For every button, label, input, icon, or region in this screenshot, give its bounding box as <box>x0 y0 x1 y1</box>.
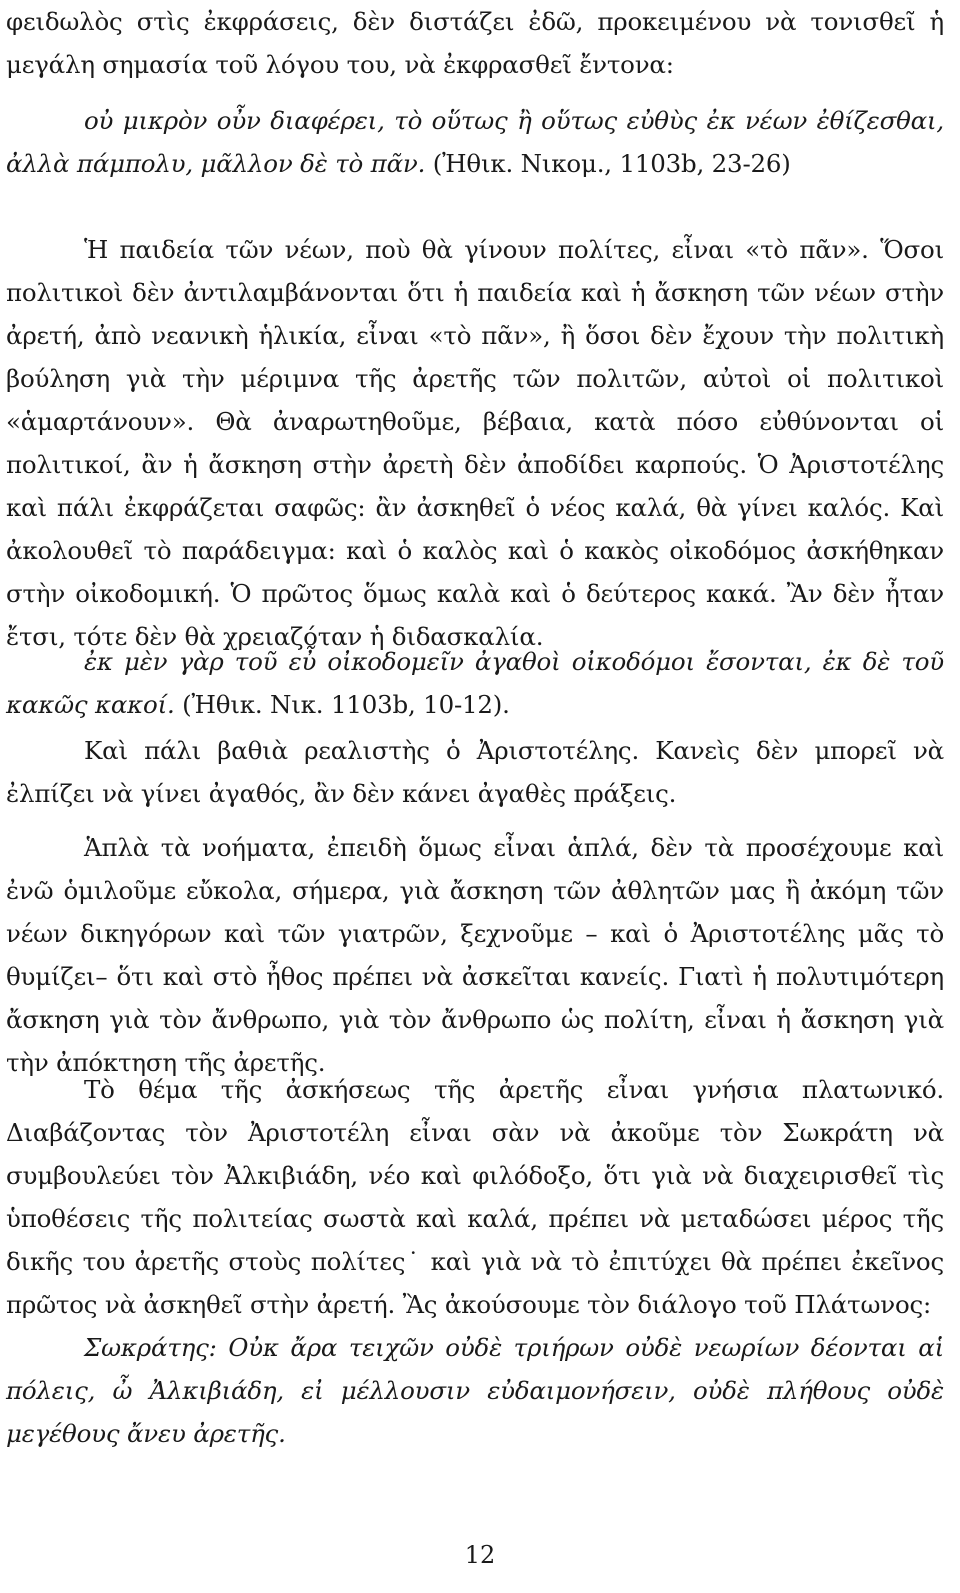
quote-2 <box>6 640 944 726</box>
paragraph-block-4 <box>6 826 944 1084</box>
paragraph-3: Καὶ πάλι βαθιὰ ρεαλιστὴς ὁ Ἀριστοτέλης. Κανεὶς δὲν μπορεῖ νὰ ἐλπίζει νὰ γίνει ἀγαθός, ἂν δὲν κάνει ἀγαθὲς πράξεις. <box>6 736 944 808</box>
quote-block-3 <box>6 1326 944 1455</box>
paragraph-block-3 <box>6 729 944 815</box>
quote-2-reference: (Ἠθικ. Νικ. 1103b, 10-12). <box>174 690 510 719</box>
paragraph-block-5 <box>6 1068 944 1326</box>
quote-3: Σωκράτης: Οὐκ ἄρα τειχῶν οὐδὲ τριήρων οὐδὲ νεωρίων δέονται αἱ πόλεις, ὦ Ἀλκιβιάδη, εἰ μέλλουσιν εὐδαιμονήσειν, οὐδὲ πλήθους οὐδὲ μεγέθους ἄνευ ἀρετῆς. <box>6 1333 944 1448</box>
paragraph-2: Ἡ παιδεία τῶν νέων, ποὺ θὰ γίνουν πολίτες, εἶναι «τὸ πᾶν». Ὅσοι πολιτικοὶ δὲν ἀντιλαμβάνονται ὅτι ἡ παιδεία καὶ ἡ ἄσκηση τῶν νέων στὴν ἀρετή, ἀπὸ νεανικὴ ἡλικία, εἶναι «τὸ πᾶν», ἢ ὅσοι δὲν ἔχουν τὴν πολιτικὴ βούληση γιὰ τὴν μέριμνα τῆς ἀρετῆς τῶν πολιτῶν, αὐτοὶ οἱ πολιτικοὶ «ἁμαρτάνουν». Θὰ ἀναρωτηθοῦμε, βέβαια, κατὰ πόσο εὐθύνονται οἱ πολιτικοί, ἂν ἡ ἄσκηση στὴν ἀρετὴ δὲν ἀποδίδει καρπούς. Ὁ Ἀριστοτέλης καὶ πάλι ἐκφράζεται σαφῶς: ἂν ἀσκηθεῖ ὁ νέος καλά, θὰ γίνει καλός. Καὶ ἀκολουθεῖ τὸ παράδειγμα: καὶ ὁ καλὸς καὶ ὁ κακὸς οἰκοδόμος ἀσκήθηκαν στὴν οἰκοδομική. Ὁ πρῶτος ὅμως καλὰ καὶ ὁ δεύτερος κακά. Ἂν δὲν ἦταν ἔτσι, τότε δὲν θὰ χρειαζόταν ἡ διδασκαλία. <box>6 235 944 651</box>
page-number: 12 <box>464 1541 496 1569</box>
text-fragment-top <box>6 0 944 86</box>
paragraph-block-2 <box>6 228 944 658</box>
opening-paragraph: φειδωλὸς στὶς ἐκφράσεις, δὲν διστάζει ἐδῶ, προκειμένου νὰ τονισθεῖ ἡ μεγάλη σημασία τοῦ λόγου του, νὰ ἐκφρασθεῖ ἔντονα: <box>6 7 944 79</box>
paragraph-4: Ἁπλὰ τὰ νοήματα, ἐπειδὴ ὅμως εἶναι ἁπλά, δὲν τὰ προσέχουμε καὶ ἐνῶ ὁμιλοῦμε εὔκολα, σήμερα, γιὰ ἄσκηση τῶν ἀθλητῶν μας ἢ ἀκόμη τῶν νέων δικηγόρων καὶ τῶν γιατρῶν, ξεχνοῦμε – καὶ ὁ Ἀριστοτέλης μᾶς τὸ θυμίζει– ὅτι καὶ στὸ ἦθος πρέπει νὰ ἀσκεῖται κανείς. Γιατὶ ἡ πολυτιμότερη ἄσκηση γιὰ τὸν ἄνθρωπο, γιὰ τὸν ἄνθρωπο ὡς πολίτη, εἶναι ἡ ἄσκηση γιὰ τὴν ἀπόκτηση τῆς ἀρετῆς. <box>6 833 944 1077</box>
quote-1-reference: (Ἠθικ. Νικομ., 1103b, 23-26) <box>425 149 791 178</box>
quote-2-text: ἐκ μὲν γὰρ τοῦ εὖ οἰκοδομεῖν ἀγαθοὶ οἰκοδόμοι ἔσονται, ἐκ δὲ τοῦ κακῶς κακοί. <box>6 647 944 719</box>
quote-1-text: οὐ μικρὸν οὖν διαφέρει, τὸ οὕτως ἢ οὕτως εὐθὺς ἐκ νέων ἐθίζεσθαι, ἀλλὰ πάμπολυ, μᾶλλον δὲ τὸ πᾶν. <box>6 106 944 178</box>
quote-block-2 <box>6 640 944 726</box>
quote-block-1 <box>6 99 944 185</box>
paragraph-5: Τὸ θέμα τῆς ἀσκήσεως τῆς ἀρετῆς εἶναι γνήσια πλατωνικό. Διαβάζοντας τὸν Ἀριστοτέλη εἶναι σὰν νὰ ἀκοῦμε τὸν Σωκράτη νὰ συμβουλεύει τὸν Ἀλκιβιάδη, νέο καὶ φιλόδοξο, ὅτι γιὰ νὰ διαχειρισθεῖ τὶς ὑποθέσεις τῆς πολιτείας σωστὰ καὶ καλά, πρέπει νὰ μεταδώσει μέρος τῆς δικῆς του ἀρετῆς στοὺς πολίτες˙ καὶ γιὰ νὰ τὸ ἐπιτύχει θὰ πρέπει ἐκεῖνος πρῶτος νὰ ἀσκηθεῖ στὴν ἀρετή. Ἂς ἀκούσουμε τὸν διάλογο τοῦ Πλάτωνος: <box>6 1075 944 1319</box>
quote-1 <box>6 99 944 185</box>
